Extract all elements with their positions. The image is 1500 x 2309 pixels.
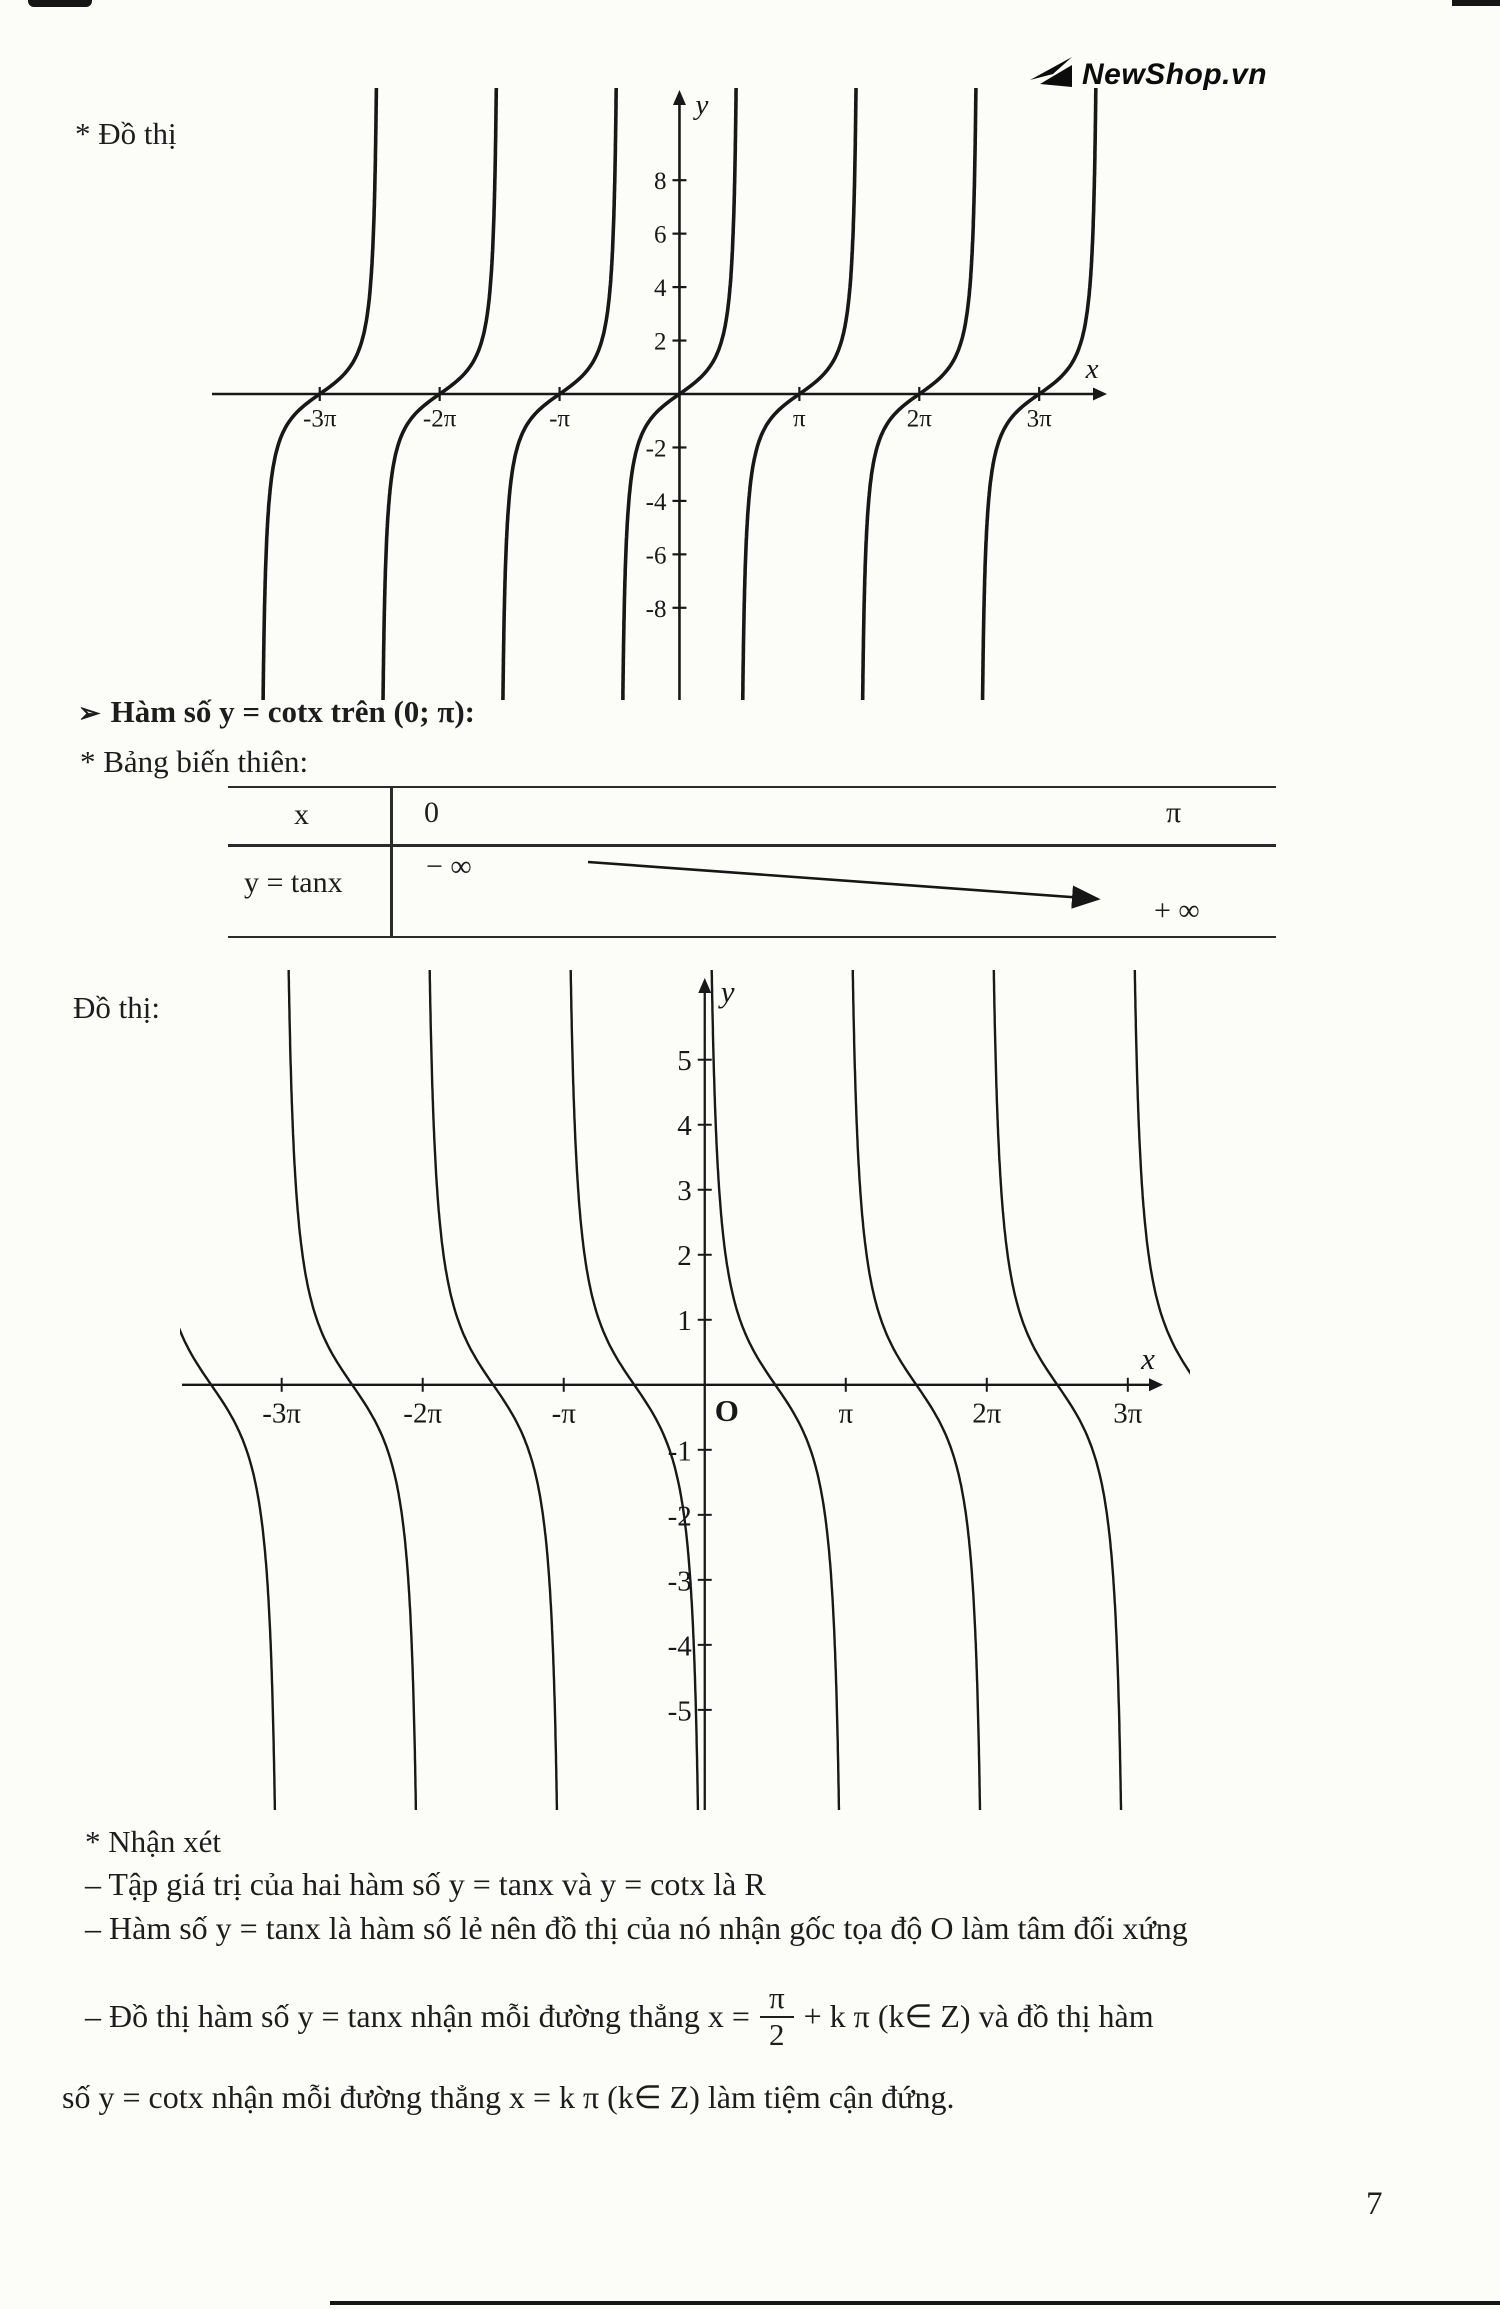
x-tick-label: 3π (1113, 1397, 1143, 1430)
table-limit-right: + ∞ (1154, 894, 1200, 927)
note-line-1: – Tập giá trị của hai hàm số y = tanx và y = cotx là R (85, 1866, 766, 1902)
note-line-2: – Hàm số y = tanx là hàm số lẻ nên đồ thị của nó nhận gốc tọa độ O làm tâm đối xứng (85, 1910, 1188, 1946)
variation-table-caption: * Bảng biến thiên: (80, 744, 309, 779)
cot-curve-branch (429, 970, 559, 1810)
cot-curve-branch (1134, 970, 1190, 1810)
y-tick-label: 2 (677, 1240, 692, 1273)
origin-label: O (714, 1392, 739, 1428)
x-tick-label: -3π (303, 405, 337, 433)
y-tick-label: -1 (667, 1435, 692, 1468)
scan-artifact-top-left (28, 0, 92, 7)
figure2-caption: Đồ thị: (73, 990, 160, 1025)
table-x-left-value: 0 (424, 796, 439, 829)
y-tick-label: 4 (677, 1110, 692, 1143)
y-tick-label: -4 (645, 488, 667, 516)
fraction-denominator: 2 (769, 2017, 785, 2052)
newshop-logo-text: NewShop.vn (1082, 58, 1268, 91)
notes-title: * Nhận xét (85, 1824, 222, 1859)
cot-curve-branch (570, 970, 700, 1810)
cot-curve-branch (180, 970, 276, 1810)
note-line-3 (85, 1968, 1154, 2064)
x-axis-label: x (1141, 1340, 1155, 1376)
y-tick-label: 1 (677, 1305, 692, 1338)
y-tick-label: -4 (667, 1630, 692, 1663)
x-axis-label: x (1085, 353, 1099, 385)
table-row-label: y = tanx (244, 866, 343, 899)
x-axis-arrow (1093, 388, 1107, 401)
y-axis-arrow (698, 978, 711, 993)
y-tick-label: -2 (667, 1500, 692, 1533)
x-tick-label: 2π (972, 1397, 1002, 1430)
x-tick-label: -π (551, 1397, 576, 1430)
y-tick-label: 8 (653, 168, 667, 196)
y-tick-label: -2 (645, 435, 667, 463)
y-axis-arrow (673, 90, 686, 105)
note-line-4: số y = cotx nhận mỗi đường thẳng x = k π (k∈ Z) làm tiệm cận đứng. (62, 2079, 955, 2115)
fraction-pi-over-2 (760, 1981, 794, 2052)
table-header-x: x (294, 798, 309, 831)
x-tick-label: 2π (906, 405, 932, 433)
variation-table (228, 786, 1276, 938)
y-tick-label: 4 (653, 275, 667, 303)
x-axis-arrow (1149, 1378, 1163, 1391)
y-tick-label: 5 (677, 1045, 692, 1078)
x-tick-label: -π (549, 405, 571, 433)
arrow-bullet-icon: ➢ (78, 698, 101, 728)
y-tick-label: -3 (667, 1565, 692, 1598)
cot-curve-branch (993, 970, 1123, 1810)
note-line-3-post: + k π (k∈ Z) và đồ thị hàm (803, 1998, 1154, 2034)
x-tick-label: 3π (1026, 405, 1052, 433)
x-tick-label: π (793, 405, 806, 433)
figure1-caption: * Đồ thị (75, 116, 177, 151)
table-x-right-value: π (1166, 796, 1182, 829)
x-tick-label: -2π (403, 1397, 443, 1430)
note-line-3-pre: – Đồ thị hàm số y = tanx nhận mỗi đường thẳng x = (85, 1997, 750, 2034)
x-tick-label: -3π (262, 1397, 302, 1430)
y-tick-label: -6 (645, 542, 667, 570)
x-tick-label: π (838, 1397, 854, 1430)
y-tick-label: 6 (653, 221, 667, 249)
scan-artifact-top-right (1452, 0, 1500, 6)
tan-function-graph (210, 88, 1110, 700)
table-limit-left: − ∞ (426, 850, 472, 883)
section-heading-text: Hàm số y = cotx trên (0; π): (110, 694, 475, 729)
y-axis-label: y (695, 89, 709, 121)
variation-arrow (228, 788, 1276, 940)
y-tick-label: 2 (653, 328, 667, 356)
fraction-numerator: π (760, 1981, 794, 2018)
page-number: 7 (1366, 2186, 1383, 2222)
cot-curve-branch (288, 970, 417, 1810)
y-tick-label: 3 (677, 1175, 692, 1208)
x-tick-label: -2π (422, 405, 457, 433)
cot-curve-branch (711, 970, 841, 1810)
y-tick-label: -5 (667, 1695, 692, 1728)
cot-curve-branch (852, 970, 982, 1810)
y-axis-label: y (720, 974, 735, 1009)
section-heading (78, 694, 475, 730)
cot-function-graph (180, 970, 1190, 1810)
y-tick-label: -8 (645, 595, 667, 623)
scan-artifact-bottom-edge (330, 2301, 1500, 2305)
